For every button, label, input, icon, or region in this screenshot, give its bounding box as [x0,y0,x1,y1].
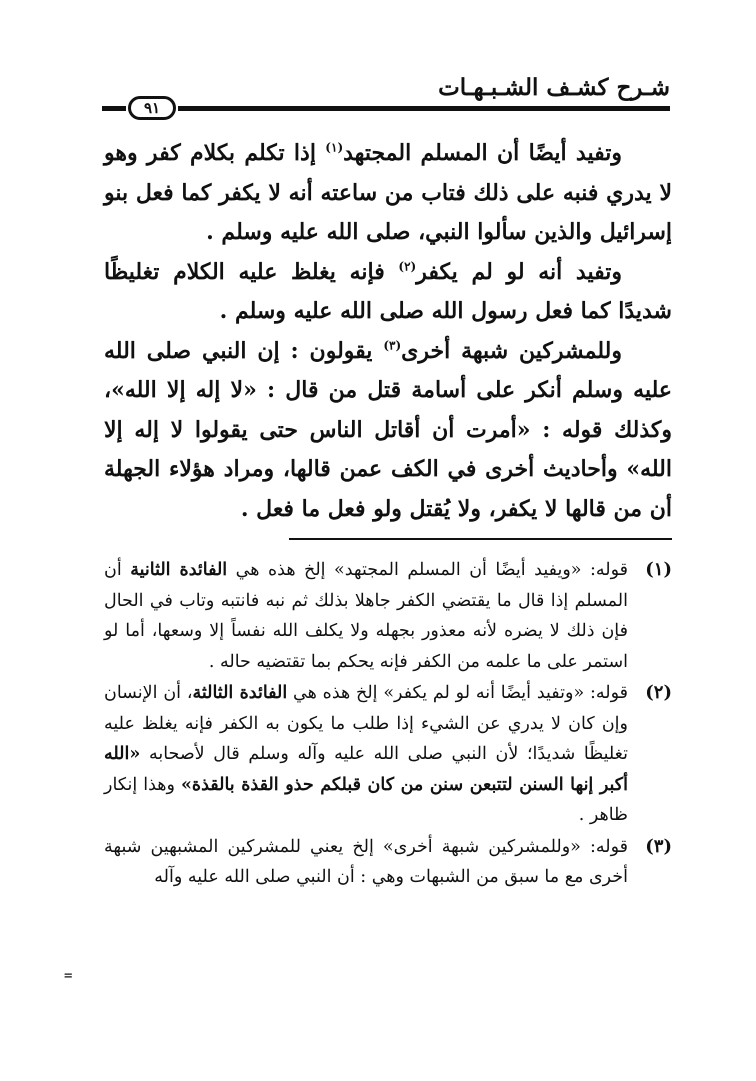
footnote-separator [289,538,672,540]
main-text [104,134,672,529]
paragraph-2-start: وتفيد أنه لو لم يكفر [416,258,622,285]
page-number: ٩١ [128,96,176,120]
footnote-number: (١) [645,559,672,580]
running-title: شـرح كشـف الشـبـهـات [438,74,670,101]
footnote-highlight: الفائدة الثانية [130,560,228,580]
footnote-number: (٢) [645,682,672,703]
paragraph-3-start: وللمشركين شبهة أخرى [401,337,622,364]
footnote-text-end: وهذا إنكار ظاهر . [104,774,628,825]
paragraph-1 [104,134,672,253]
footnotes [104,555,672,894]
footnote-text-rest: ، أن الإنسان وإن كان لا يدري عن الشيء إذا طلب ما يكون به الكفر فإنه يغلظ عليه تغليظًا شديدًا؛ لأن النبي صلى الله عليه وآله وسلم قال لأصحابه [104,683,628,764]
footnote-number: (٣) [645,835,672,857]
paragraph-3-rest: يقولون : إن النبي صلى الله عليه وسلم أنكر على أسامة قتل من قال : «لا إله إلا الله»، وكذلك قوله : «أمرت أن أقاتل الناس حتى يقولوا لا إله إلا الله» وأحاديث أخرى في الكف عمن قالها، ومراد هؤلاء الجهلة أن من قالها لا يكفر، ولا يُقتل ولو فعل ما فعل . [104,337,672,522]
paragraph-1-rest: إذا تكلم بكلام كفر وهو لا يدري فنبه على ذلك فتاب من ساعته أنه لا يكفر كما فعل بنو إسرائيل والذين سألوا النبي، صلى الله عليه وسلم . [104,140,672,245]
footnote-text: قوله: «ويفيد أيضًا أن المسلم المجتهد» إلخ هذه هي [227,560,628,580]
header-rule-left [102,106,126,111]
footnote-highlight: الفائدة الثالثة [192,683,288,703]
header-rule [178,106,670,111]
paragraph-2-rest: فإنه يغلظ عليه الكلام تغليظًا شديدًا كما فعل رسول الله صلى الله عليه وسلم . [104,258,672,324]
footnote-text: قوله: «وللمشركين شبهة أخرى» إلخ يعني للمشركين المشبهين شبهة أخرى مع ما سبق من الشبهات وهي : أن النبي صلى الله عليه وآله [104,836,628,887]
paragraph-3 [104,332,672,530]
footnote-2 [104,678,672,831]
footnote-text: قوله: «وتفيد أيضًا أنه لو لم يكفر» إلخ هذه هي [287,683,628,703]
footnote-text-rest: أن المسلم إذا قال ما يقتضي الكفر جاهلا بذلك ثم نبه فانتبه وتاب في الحال فإن ذلك لا يضره لأنه معذور بجهله ولا يكلف الله نفساً إلا وسعها، أما لو استمر على ما علمه من الكفر فإنه يحكم بما تقتضيه حاله . [104,560,628,672]
footnote-hadith-quote: «الله أكبر إنها السنن لتتبعن سنن من كان قبلكم حذو القذة بالقذة» [104,744,628,795]
continuation-mark: = [64,968,73,984]
footnote-1 [104,555,672,677]
footnote-ref-2[interactable]: (٢) [398,259,417,274]
footnote-ref-1[interactable]: (١) [325,140,344,155]
footnote-3 [104,832,672,893]
footnote-ref-3[interactable]: (٣) [383,338,402,353]
paragraph-2 [104,253,672,332]
paragraph-1-start: وتفيد أيضًا أن المسلم المجتهد [343,140,622,166]
